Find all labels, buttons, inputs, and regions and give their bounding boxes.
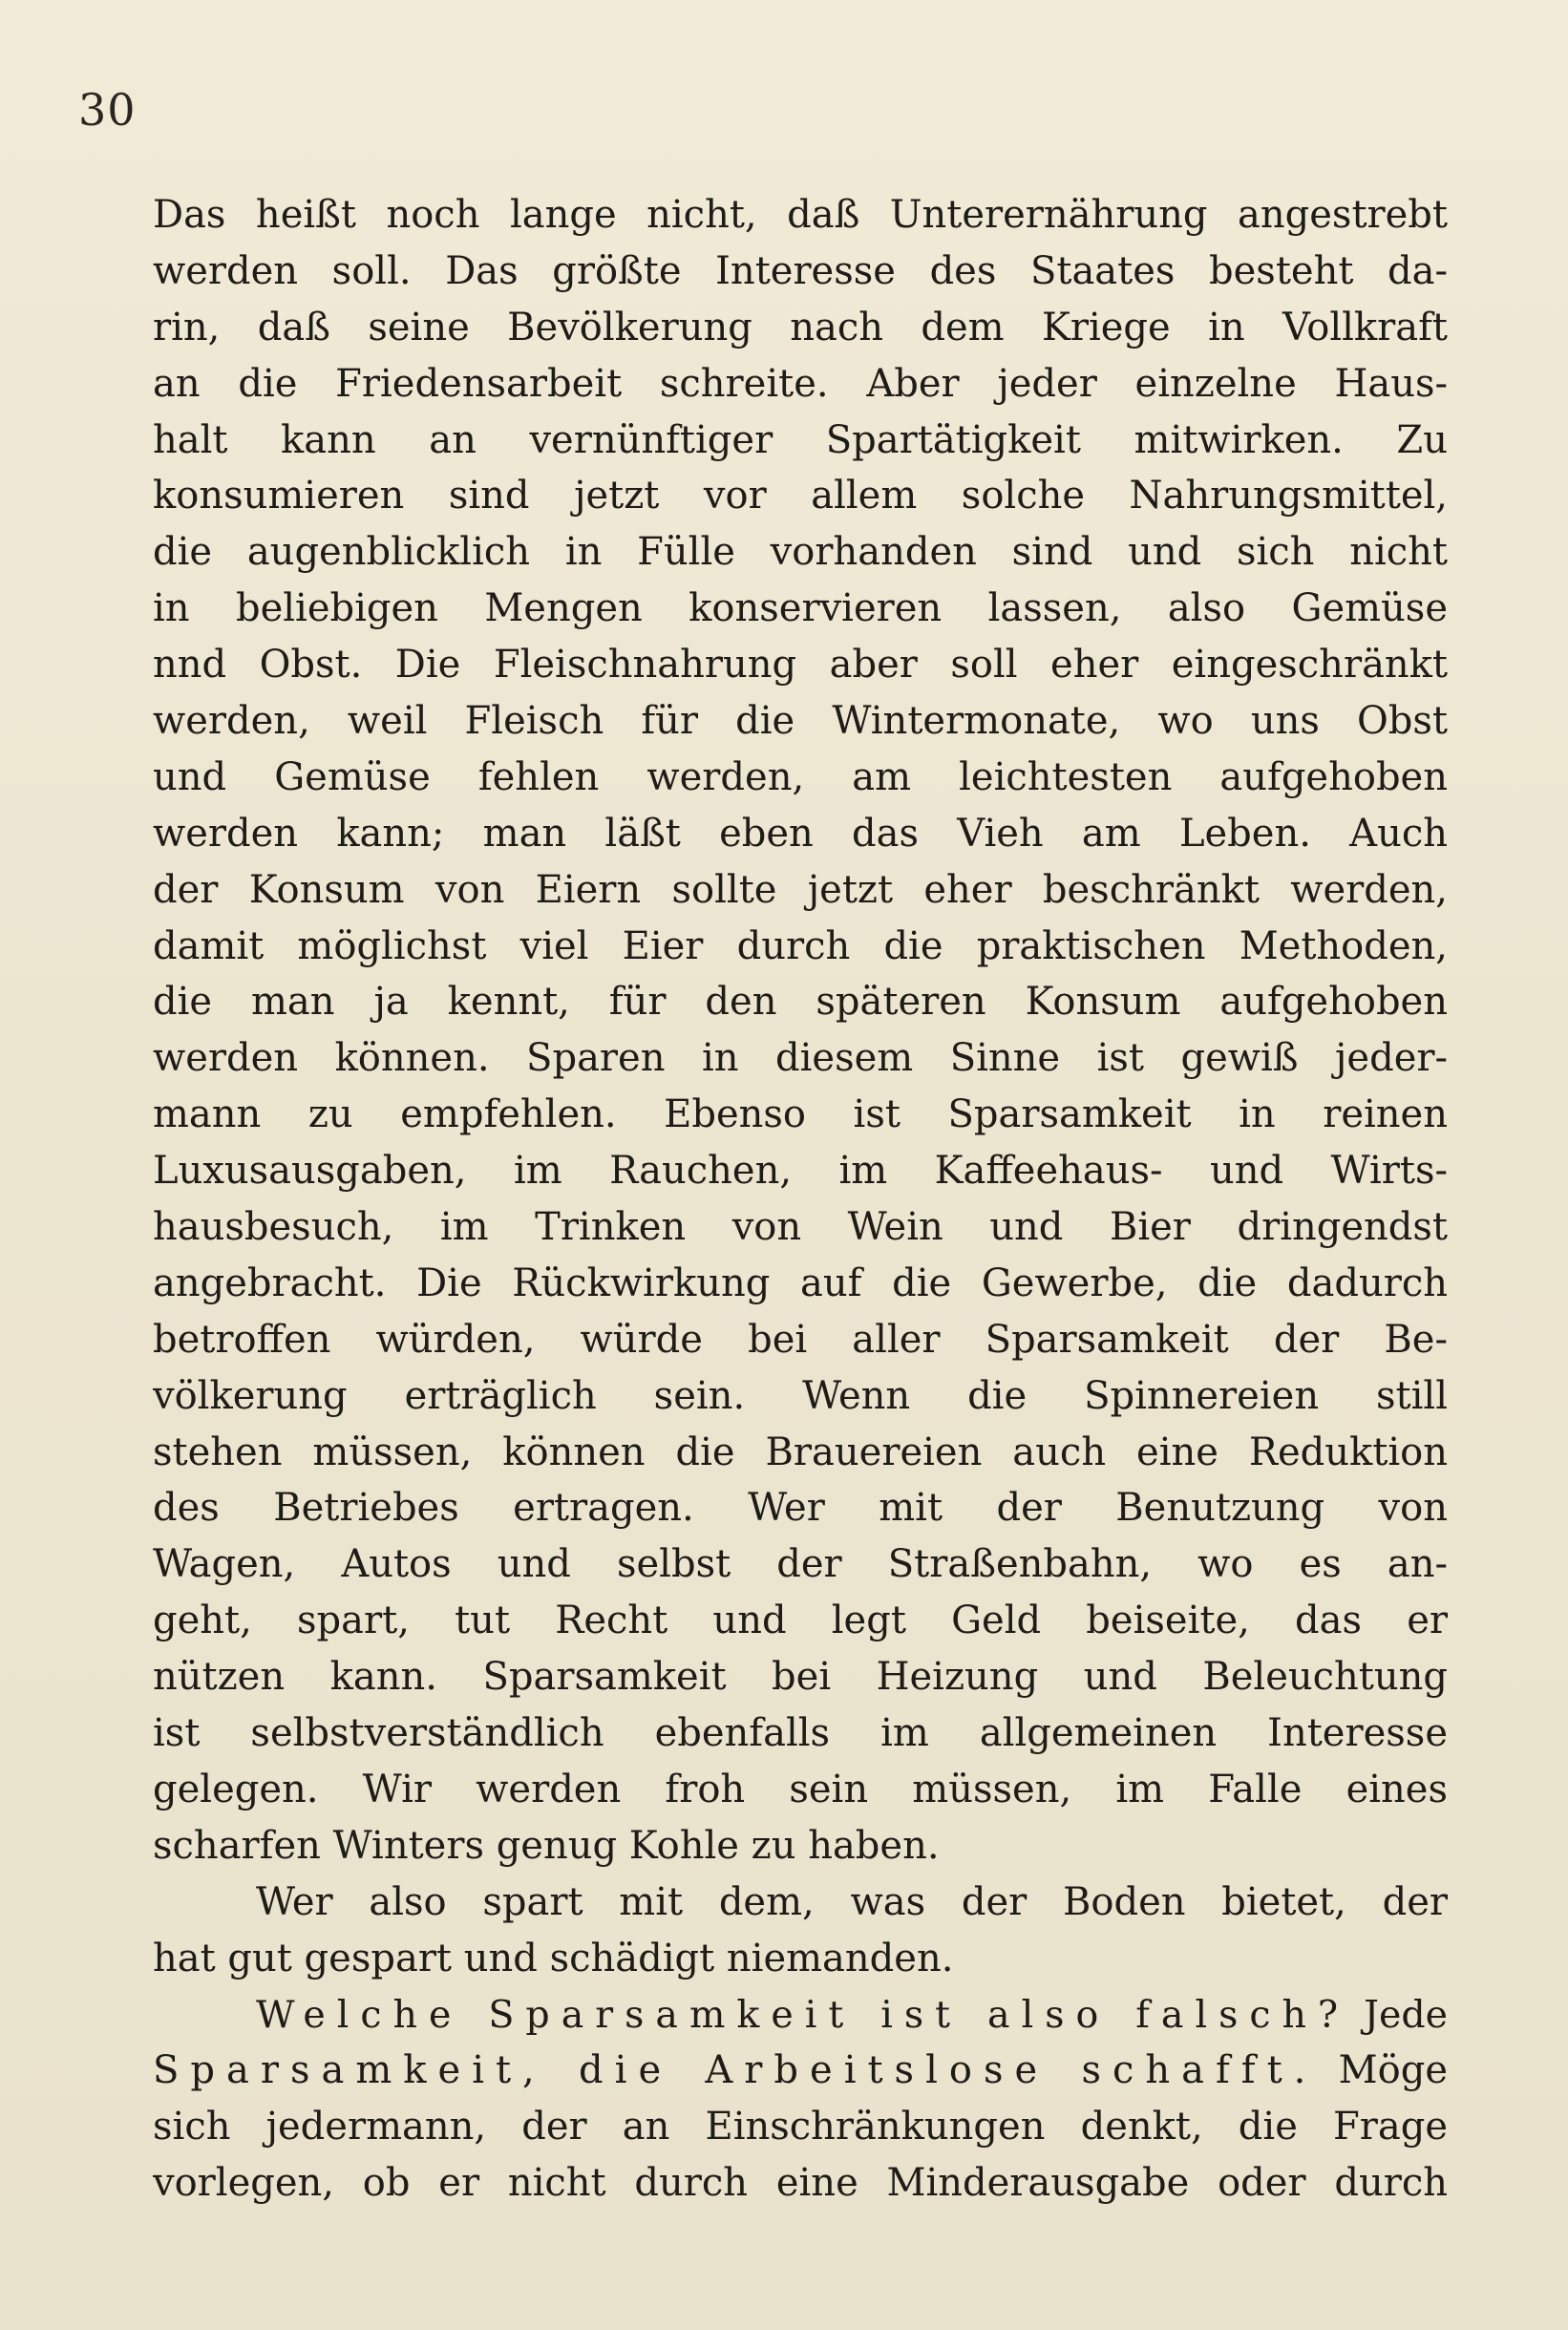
page-number: 30 <box>78 84 137 136</box>
text-line: mann zu empfehlen. Ebenso ist Sparsamkeit in reinen <box>153 1092 1448 1137</box>
text-line: völkerung erträglich sein. Wenn die Spinnereien still <box>153 1373 1448 1418</box>
text-line-emphasis <box>153 2043 1448 2099</box>
text-line: Das heißt noch lange nicht, daß Unterernährung angestrebt <box>153 193 1448 237</box>
text-line: des Betriebes ertragen. Wer mit der Benutzung von <box>153 1486 1448 1531</box>
text-line: betroffen würden, würde bei aller Sparsamkeit der Be- <box>153 1317 1448 1362</box>
text-line: in beliebigen Mengen konservieren lassen, also Gemüse <box>153 586 1448 631</box>
text-line: Luxusausgaben, im Rauchen, im Kaffeehaus- und Wirts- <box>153 1149 1448 1194</box>
text-line: und Gemüse fehlen werden, am leichtesten aufgehoben <box>153 754 1448 799</box>
text-line: die man ja kennt, für den späteren Konsum aufgehoben <box>153 980 1448 1025</box>
text-line: ist selbstverständlich ebenfalls im allgemeinen Interesse <box>153 1711 1448 1756</box>
text-line: Wer also spart mit dem, was der Boden bietet, der <box>256 1879 1448 1924</box>
text-fragment: Jede <box>1364 1992 1448 2037</box>
text-line: geht, spart, tut Recht und legt Geld beiseite, das er <box>153 1599 1448 1643</box>
text-line: Wagen, Autos und selbst der Straßenbahn, wo es an- <box>153 1542 1448 1587</box>
text-line: nnd Obst. Die Fleischnahrung aber soll eher eingeschränkt <box>153 643 1448 688</box>
text-line: werden soll. Das größte Interesse des Staates besteht da- <box>153 248 1448 293</box>
text-line: der Konsum von Eiern sollte jetzt eher beschränkt werden, <box>153 867 1448 912</box>
text-line: hat gut gespart und schädigt niemanden. <box>153 1936 954 1980</box>
text-line: konsumieren sind jetzt vor allem solche Nahrungsmittel, <box>153 474 1448 519</box>
body-text <box>153 187 1448 2212</box>
text-line: damit möglichst viel Eier durch die praktischen Methoden, <box>153 923 1448 968</box>
text-line-emphasis <box>153 1987 1448 2044</box>
text-line: stehen müssen, können die Brauereien auch eine Reduktion <box>153 1430 1448 1474</box>
text-line: werden, weil Fleisch für die Wintermonate, wo uns Obst <box>153 699 1448 744</box>
text-line: an die Friedensarbeit schreite. Aber jeder einzelne Haus- <box>153 361 1448 406</box>
emphasis-phrase: Sparsamkeit, die Arbeitslose schafft. <box>153 2048 1318 2093</box>
text-line: scharfen Winters genug Kohle zu haben. <box>153 1823 940 1868</box>
text-fragment: Möge <box>1338 2048 1448 2093</box>
emphasis-phrase: Welche Sparsamkeit ist also falsch? <box>256 1992 1350 2037</box>
text-line: die augenblicklich in Fülle vorhanden sind und sich nicht <box>153 530 1448 575</box>
text-line: hausbesuch, im Trinken von Wein und Bier dringendst <box>153 1205 1448 1250</box>
text-line: halt kann an vernünftiger Spartätigkeit mitwirken. Zu <box>153 417 1448 462</box>
text-line: gelegen. Wir werden froh sein müssen, im Falle eines <box>153 1767 1448 1811</box>
text-line: werden kann; man läßt eben das Vieh am Leben. Auch <box>153 811 1448 856</box>
text-line: rin, daß seine Bevölkerung nach dem Kriege in Vollkraft <box>153 305 1448 350</box>
text-line: angebracht. Die Rückwirkung auf die Gewerbe, die dadurch <box>153 1260 1448 1305</box>
text-line: werden können. Sparen in diesem Sinne ist gewiß jeder- <box>153 1036 1448 1081</box>
text-line: vorlegen, ob er nicht durch eine Minderausgabe oder durch <box>153 2161 1448 2206</box>
text-line: sich jedermann, der an Einschränkungen denkt, die Frage <box>153 2105 1448 2150</box>
text-line: nützen kann. Sparsamkeit bei Heizung und Beleuchtung <box>153 1655 1448 1700</box>
